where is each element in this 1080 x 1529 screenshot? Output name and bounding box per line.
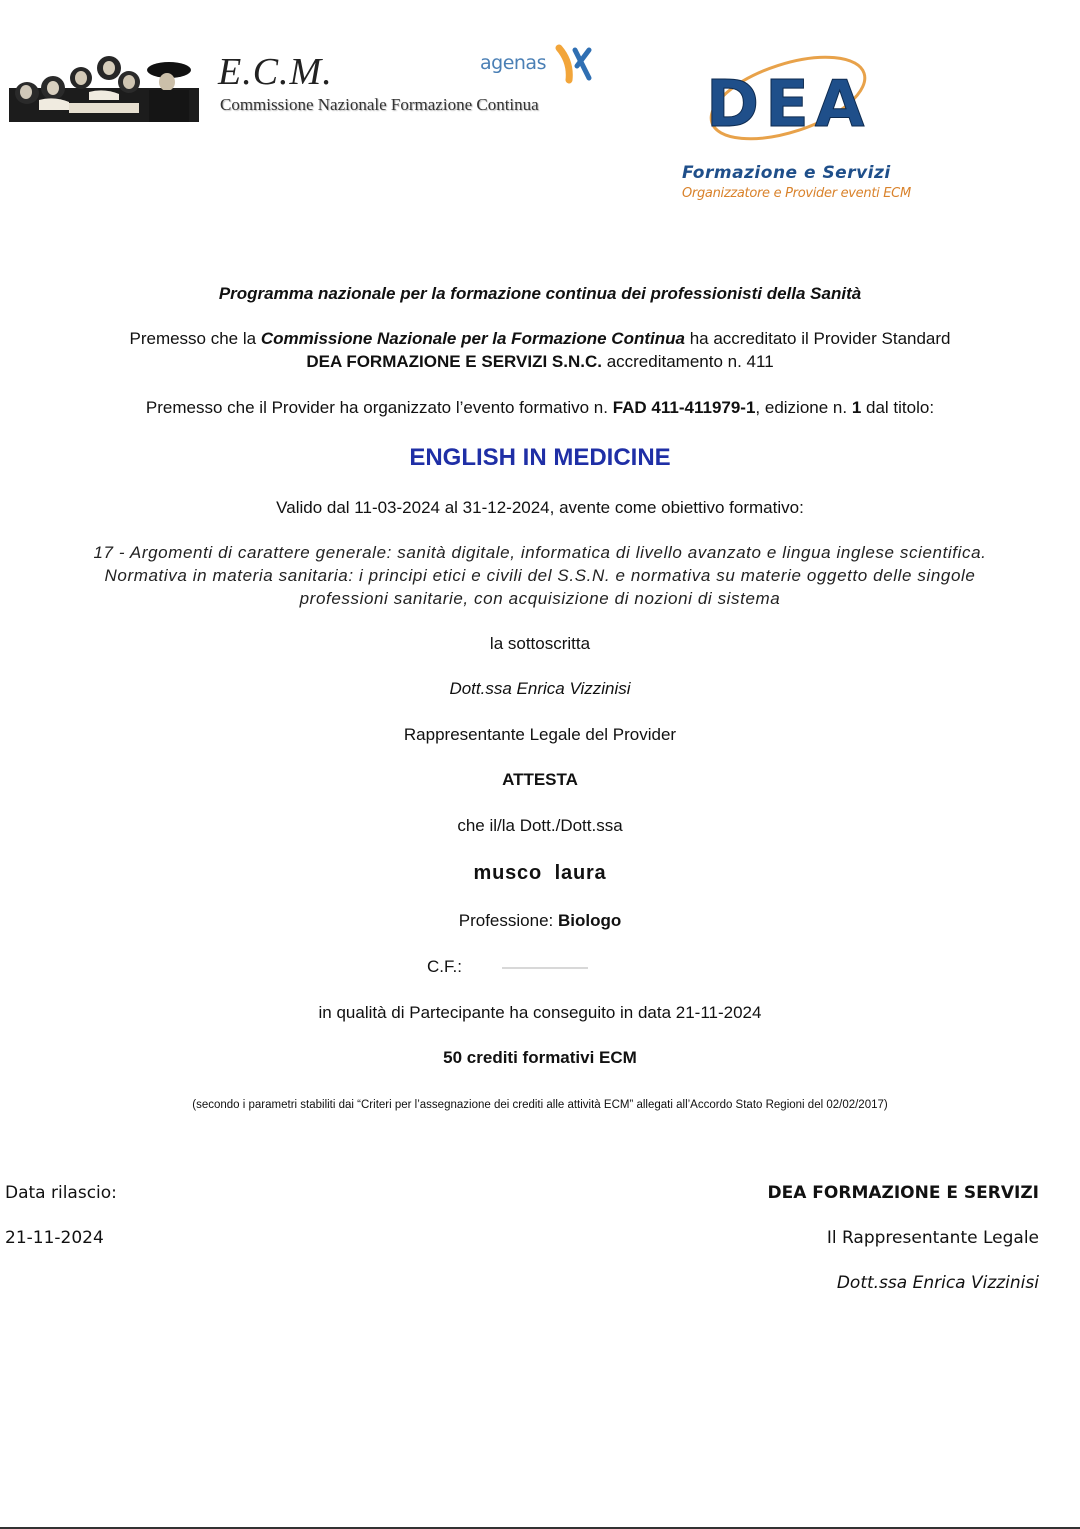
sottoscritta-text: la sottoscritta	[489, 634, 591, 653]
provider-line: DEA FORMAZIONE E SERVIZI S.N.C. accreditamento n. 411	[306, 352, 774, 371]
crediti-text: 50 crediti formativi ECM	[443, 1048, 637, 1067]
footer-role: Il Rappresentante Legale	[826, 1228, 1039, 1248]
signer-role: Rappresentante Legale del Provider	[403, 725, 677, 744]
footer-org: DEA FORMAZIONE E SERVIZI	[767, 1183, 1039, 1203]
release-date-label: Data rilascio:	[5, 1183, 117, 1203]
programma-heading: Programma nazionale per la formazione continua dei professionisti della Sanità	[218, 284, 862, 303]
agenas-logo-text: agenas	[480, 52, 546, 74]
profession-line: Professione: Biologo	[458, 911, 622, 930]
footer-signer: Dott.ssa Enrica Vizzinisi	[836, 1273, 1039, 1293]
premessa-2: Premesso che il Provider ha organizzato l’evento formativo n. FAD 411-411979-1, edizione n. 1 dal titolo:	[145, 398, 935, 417]
objective-line-2: Normativa in materia sanitaria: i principi etici e civili del S.S.N. e normativa su materie oggetto delle singole	[104, 566, 976, 585]
release-date-value: 21-11-2024	[5, 1228, 104, 1248]
attesta-heading: ATTESTA	[502, 770, 578, 789]
ecm-subtitle: Commissione Nazionale Formazione Continua	[220, 95, 539, 114]
agenas-logo-icon	[555, 42, 595, 84]
signer-name: Dott.ssa Enrica Vizzinisi	[449, 679, 631, 698]
dea-tagline: Organizzatore e Provider eventi ECM	[682, 186, 911, 201]
dea-letters: DEA	[706, 68, 871, 142]
participant-name: musco laura	[473, 862, 607, 884]
cf-redacted-value	[502, 967, 588, 969]
objective-line-3: professioni sanitarie, con acquisizione di nozioni di sistema	[299, 589, 781, 608]
cf-line: C.F.:	[427, 955, 588, 978]
validity-text: Valido dal 11-03-2024 al 31-12-2024, avente come obiettivo formativo:	[276, 498, 804, 517]
che-text: che il/la Dott./Dott.ssa	[457, 816, 623, 835]
qualita-text: in qualità di Partecipante ha conseguito in data 21-11-2024	[318, 1003, 762, 1022]
premessa-1: Premesso che la Commissione Nazionale per la Formazione Continua ha accreditato il Provider Standard	[129, 329, 951, 348]
dea-logo	[700, 48, 875, 148]
ecm-title: E.C.M.	[218, 51, 333, 93]
objective-line-1: 17 - Argomenti di carattere generale: sanità digitale, informatica di livello avanzato e lingua inglese scientifica.	[93, 543, 987, 562]
footnote-text: (secondo i parametri stabiliti dai “Criteri per l’assegnazione dei crediti alle attività ECM” allegati all’Accordo Stato Regioni del 02/02/2017)	[192, 1099, 888, 1111]
dea-subtitle: Formazione e Servizi	[682, 163, 891, 183]
event-title: ENGLISH IN MEDICINE	[409, 444, 671, 471]
ecm-anatomy-lesson-painting	[9, 48, 199, 122]
